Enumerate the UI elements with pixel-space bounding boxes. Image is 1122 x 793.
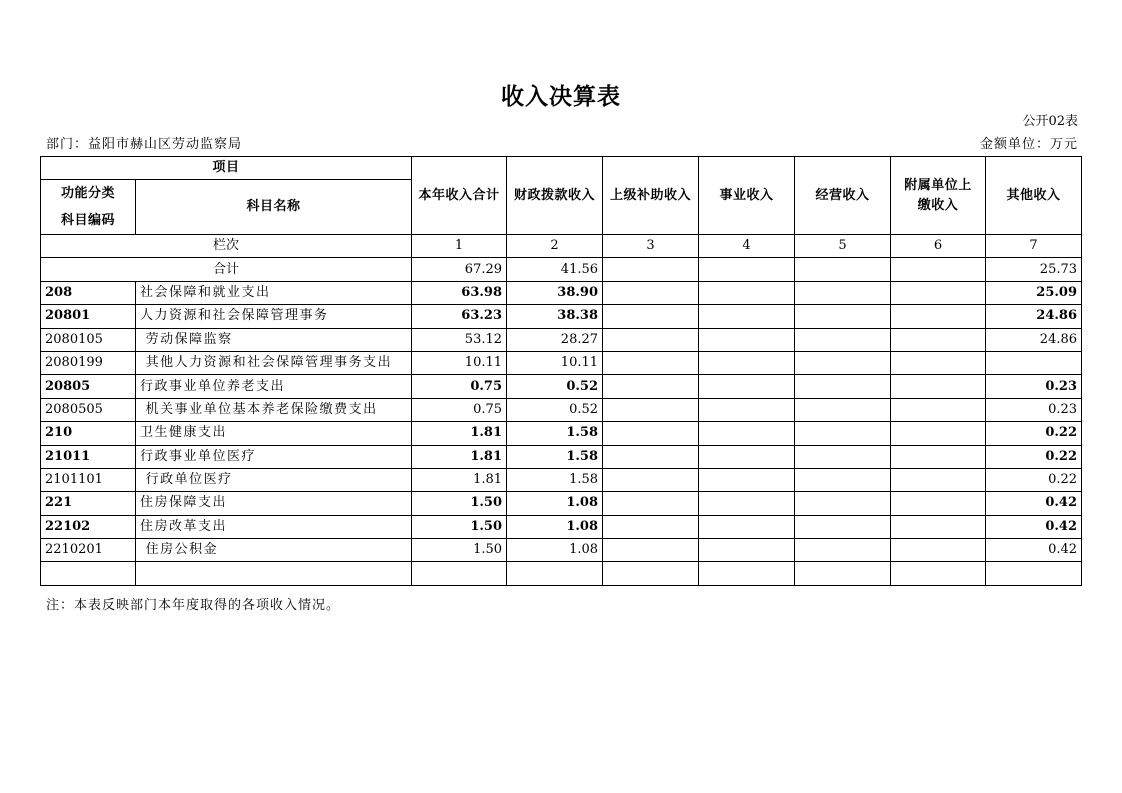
subject-name-cell: 住房改革支出 xyxy=(136,515,412,538)
subject-code-cell: 2080199 xyxy=(41,351,136,374)
subject-name-cell: 行政事业单位养老支出 xyxy=(136,375,412,398)
value-cell xyxy=(699,375,795,398)
value-cell: 0.22 xyxy=(986,445,1082,468)
value-cell: 24.86 xyxy=(986,305,1082,328)
value-cell xyxy=(603,515,699,538)
header-func-class: 功能分类 xyxy=(60,186,115,201)
subject-code-cell: 2210201 xyxy=(41,539,136,562)
value-cell xyxy=(603,422,699,445)
value-cell: 10.11 xyxy=(507,351,603,374)
value-cell: 28.27 xyxy=(507,328,603,351)
subject-name-cell: 行政单位医疗 xyxy=(136,468,412,491)
subject-code-cell xyxy=(41,562,136,585)
table-row xyxy=(41,328,1082,351)
value-cell xyxy=(699,539,795,562)
value-cell xyxy=(795,422,891,445)
value-cell: 0.75 xyxy=(412,375,507,398)
total-value xyxy=(891,258,986,281)
value-cell: 1.50 xyxy=(412,515,507,538)
total-row xyxy=(41,258,1082,281)
value-cell xyxy=(603,492,699,515)
value-cell xyxy=(603,375,699,398)
subject-code-cell: 21011 xyxy=(41,445,136,468)
amount-unit-label: 金额单位：万元 xyxy=(979,137,1078,152)
value-cell xyxy=(507,562,603,585)
value-cell xyxy=(795,398,891,421)
value-cell xyxy=(891,539,986,562)
value-cell: 63.98 xyxy=(412,281,507,304)
table-row xyxy=(41,515,1082,538)
subject-code-cell: 20805 xyxy=(41,375,136,398)
column-number-row xyxy=(41,235,1082,258)
table-row xyxy=(41,398,1082,421)
value-cell xyxy=(891,445,986,468)
value-cell: 1.81 xyxy=(412,445,507,468)
header-subject-code: 科目编码 xyxy=(60,213,115,228)
value-cell xyxy=(699,492,795,515)
value-cell: 1.08 xyxy=(507,492,603,515)
value-cell: 24.86 xyxy=(986,328,1082,351)
value-cell xyxy=(603,351,699,374)
subject-name-cell: 住房公积金 xyxy=(136,539,412,562)
table-row xyxy=(41,492,1082,515)
value-cell xyxy=(795,468,891,491)
value-cell: 63.23 xyxy=(412,305,507,328)
header-subject-name: 科目名称 xyxy=(136,180,412,235)
value-cell: 1.08 xyxy=(507,515,603,538)
value-cell xyxy=(603,281,699,304)
total-value xyxy=(603,258,699,281)
value-cell xyxy=(699,305,795,328)
total-value: 67.29 xyxy=(412,258,507,281)
header-col-5: 经营收入 xyxy=(795,157,891,235)
value-cell xyxy=(699,281,795,304)
value-cell: 0.42 xyxy=(986,515,1082,538)
header-col-2: 财政拨款收入 xyxy=(507,157,603,235)
header-col-6: 附属单位上缴收入 xyxy=(891,157,986,235)
value-cell xyxy=(795,562,891,585)
col-number: 2 xyxy=(507,235,603,258)
value-cell xyxy=(795,445,891,468)
value-cell: 0.23 xyxy=(986,375,1082,398)
value-cell xyxy=(699,328,795,351)
header-project: 项目 xyxy=(41,157,412,180)
value-cell: 38.90 xyxy=(507,281,603,304)
subject-name-cell: 其他人力资源和社会保障管理事务支出 xyxy=(136,351,412,374)
header-col-1: 本年收入合计 xyxy=(412,157,507,235)
income-table xyxy=(40,156,1082,586)
value-cell: 25.09 xyxy=(986,281,1082,304)
subject-code-cell: 2080105 xyxy=(41,328,136,351)
value-cell xyxy=(891,281,986,304)
total-value: 41.56 xyxy=(507,258,603,281)
table-row xyxy=(41,351,1082,374)
table-row xyxy=(41,422,1082,445)
subject-name-cell: 卫生健康支出 xyxy=(136,422,412,445)
header-func-class-cell xyxy=(41,180,136,235)
subject-code-cell: 221 xyxy=(41,492,136,515)
value-cell xyxy=(603,398,699,421)
value-cell xyxy=(603,468,699,491)
value-cell: 1.50 xyxy=(412,539,507,562)
subject-code-cell: 208 xyxy=(41,281,136,304)
subject-code-cell: 20801 xyxy=(41,305,136,328)
total-value xyxy=(795,258,891,281)
table-row xyxy=(41,281,1082,304)
value-cell xyxy=(795,351,891,374)
value-cell xyxy=(795,375,891,398)
value-cell xyxy=(795,539,891,562)
col-number: 7 xyxy=(986,235,1082,258)
form-code: 公开02表 xyxy=(1022,114,1078,129)
value-cell: 0.75 xyxy=(412,398,507,421)
value-cell: 1.81 xyxy=(412,468,507,491)
value-cell xyxy=(603,562,699,585)
department-label: 部门：益阳市赫山区劳动监察局 xyxy=(46,137,243,152)
col-number: 5 xyxy=(795,235,891,258)
subject-code-cell: 210 xyxy=(41,422,136,445)
header-col-7: 其他收入 xyxy=(986,157,1082,235)
col-number: 4 xyxy=(699,235,795,258)
value-cell xyxy=(986,351,1082,374)
col-number: 3 xyxy=(603,235,699,258)
subject-name-cell: 人力资源和社会保障管理事务 xyxy=(136,305,412,328)
value-cell xyxy=(795,328,891,351)
footnote: 注：本表反映部门本年度取得的各项收入情况。 xyxy=(46,598,341,613)
subject-code-cell: 2101101 xyxy=(41,468,136,491)
value-cell: 0.23 xyxy=(986,398,1082,421)
total-value xyxy=(699,258,795,281)
value-cell: 1.08 xyxy=(507,539,603,562)
subject-name-cell: 机关事业单位基本养老保险缴费支出 xyxy=(136,398,412,421)
page-title: 收入决算表 xyxy=(501,84,621,110)
col-number: 6 xyxy=(891,235,986,258)
value-cell: 10.11 xyxy=(412,351,507,374)
value-cell xyxy=(603,328,699,351)
value-cell xyxy=(891,375,986,398)
col-number: 1 xyxy=(412,235,507,258)
value-cell xyxy=(699,445,795,468)
value-cell: 0.22 xyxy=(986,468,1082,491)
income-table-body xyxy=(41,157,1082,586)
value-cell xyxy=(891,515,986,538)
value-cell xyxy=(891,328,986,351)
value-cell xyxy=(891,422,986,445)
value-cell xyxy=(699,562,795,585)
table-row xyxy=(41,445,1082,468)
value-cell: 0.52 xyxy=(507,398,603,421)
subject-code-cell: 2080505 xyxy=(41,398,136,421)
value-cell xyxy=(891,351,986,374)
value-cell: 38.38 xyxy=(507,305,603,328)
value-cell: 0.22 xyxy=(986,422,1082,445)
value-cell: 1.58 xyxy=(507,468,603,491)
value-cell xyxy=(699,422,795,445)
value-cell xyxy=(699,468,795,491)
table-row xyxy=(41,375,1082,398)
table-row xyxy=(41,305,1082,328)
row-label-cell: 栏次 xyxy=(41,235,412,258)
value-cell: 0.42 xyxy=(986,539,1082,562)
value-cell xyxy=(699,351,795,374)
value-cell: 1.58 xyxy=(507,422,603,445)
value-cell xyxy=(986,562,1082,585)
subject-code-cell: 22102 xyxy=(41,515,136,538)
value-cell xyxy=(795,281,891,304)
value-cell xyxy=(603,539,699,562)
value-cell: 0.42 xyxy=(986,492,1082,515)
table-row xyxy=(41,539,1082,562)
value-cell xyxy=(795,492,891,515)
value-cell xyxy=(699,515,795,538)
value-cell xyxy=(603,445,699,468)
value-cell xyxy=(412,562,507,585)
value-cell: 53.12 xyxy=(412,328,507,351)
table-row xyxy=(41,562,1082,585)
value-cell xyxy=(795,305,891,328)
value-cell: 1.50 xyxy=(412,492,507,515)
header-col-4: 事业收入 xyxy=(699,157,795,235)
subject-name-cell: 住房保障支出 xyxy=(136,492,412,515)
value-cell xyxy=(603,305,699,328)
value-cell xyxy=(891,305,986,328)
value-cell xyxy=(891,562,986,585)
total-label: 合计 xyxy=(41,258,412,281)
value-cell: 0.52 xyxy=(507,375,603,398)
value-cell xyxy=(795,515,891,538)
subject-name-cell: 行政事业单位医疗 xyxy=(136,445,412,468)
value-cell xyxy=(891,468,986,491)
table-row xyxy=(41,468,1082,491)
header-col-3: 上级补助收入 xyxy=(603,157,699,235)
value-cell: 1.81 xyxy=(412,422,507,445)
subject-name-cell: 劳动保障监察 xyxy=(136,328,412,351)
value-cell xyxy=(891,492,986,515)
value-cell xyxy=(891,398,986,421)
subject-name-cell xyxy=(136,562,412,585)
header-row-1 xyxy=(41,157,1082,180)
total-value: 25.73 xyxy=(986,258,1082,281)
subject-name-cell: 社会保障和就业支出 xyxy=(136,281,412,304)
value-cell xyxy=(699,398,795,421)
value-cell: 1.58 xyxy=(507,445,603,468)
